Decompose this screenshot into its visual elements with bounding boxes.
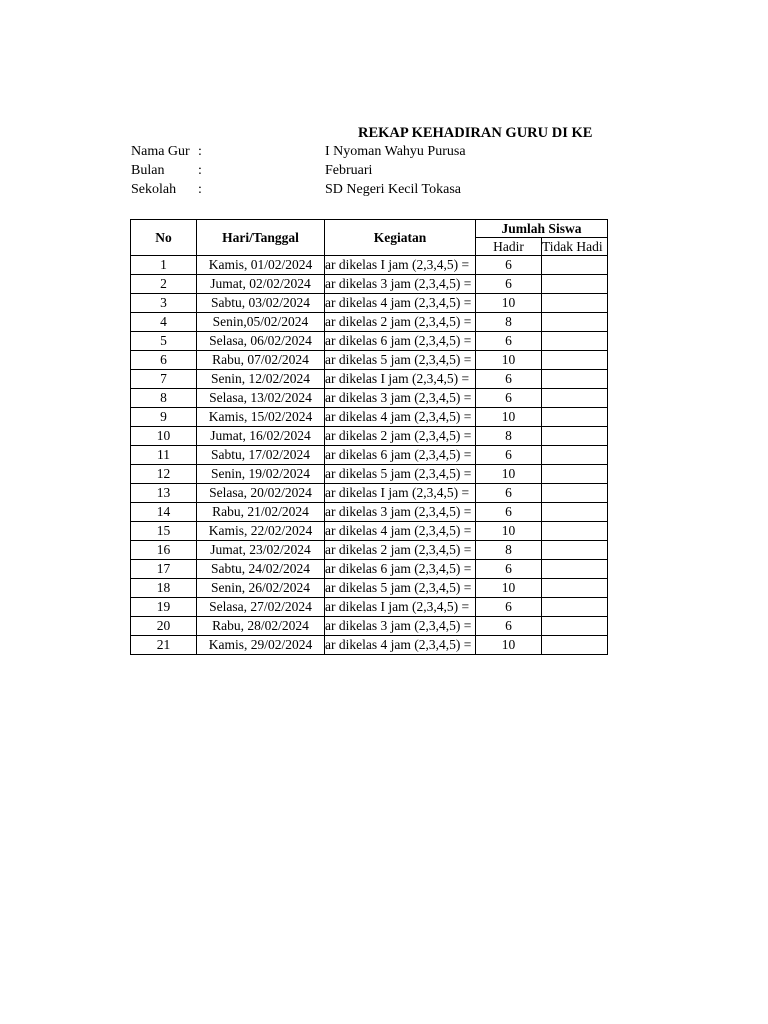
cell-kegiatan: ar dikelas 4 jam (2,3,4,5) = [325, 636, 476, 655]
cell-tidak-hadir [542, 351, 608, 370]
header-hadir: Hadir [476, 238, 542, 256]
table-row [131, 256, 608, 275]
cell-no: 3 [131, 294, 197, 313]
cell-tidak-hadir [542, 427, 608, 446]
cell-tidak-hadir [542, 408, 608, 427]
cell-tidak-hadir [542, 256, 608, 275]
cell-no: 9 [131, 408, 197, 427]
cell-hari-tanggal: Jumat, 02/02/2024 [197, 275, 325, 294]
cell-hari-tanggal: Sabtu, 24/02/2024 [197, 560, 325, 579]
cell-hadir: 10 [476, 351, 542, 370]
cell-no: 6 [131, 351, 197, 370]
cell-kegiatan: ar dikelas I jam (2,3,4,5) = [325, 484, 476, 503]
cell-hari-tanggal: Rabu, 07/02/2024 [197, 351, 325, 370]
cell-kegiatan: ar dikelas 6 jam (2,3,4,5) = [325, 332, 476, 351]
cell-kegiatan: ar dikelas 3 jam (2,3,4,5) = [325, 503, 476, 522]
cell-hadir: 6 [476, 446, 542, 465]
header-kegiatan: Kegiatan [325, 220, 476, 256]
table-row [131, 370, 608, 389]
cell-no: 8 [131, 389, 197, 408]
table-row [131, 484, 608, 503]
info-value-nama-guru: I Nyoman Wahyu Purusa [325, 144, 466, 159]
cell-kegiatan: ar dikelas 4 jam (2,3,4,5) = [325, 408, 476, 427]
table-row [131, 275, 608, 294]
cell-no: 12 [131, 465, 197, 484]
cell-no: 20 [131, 617, 197, 636]
table-row [131, 579, 608, 598]
cell-tidak-hadir [542, 503, 608, 522]
cell-hadir: 8 [476, 313, 542, 332]
cell-kegiatan: ar dikelas 4 jam (2,3,4,5) = [325, 522, 476, 541]
cell-no: 7 [131, 370, 197, 389]
cell-hari-tanggal: Selasa, 27/02/2024 [197, 598, 325, 617]
cell-tidak-hadir [542, 294, 608, 313]
cell-hadir: 6 [476, 484, 542, 503]
cell-hari-tanggal: Kamis, 15/02/2024 [197, 408, 325, 427]
cell-hadir: 6 [476, 617, 542, 636]
info-label: Sekolah [131, 182, 177, 197]
cell-hadir: 10 [476, 408, 542, 427]
cell-tidak-hadir [542, 332, 608, 351]
table-row [131, 541, 608, 560]
cell-no: 15 [131, 522, 197, 541]
cell-tidak-hadir [542, 541, 608, 560]
header-hari-tanggal: Hari/Tanggal [197, 220, 325, 256]
cell-tidak-hadir [542, 446, 608, 465]
cell-kegiatan: ar dikelas I jam (2,3,4,5) = [325, 256, 476, 275]
cell-hari-tanggal: Kamis, 01/02/2024 [197, 256, 325, 275]
cell-tidak-hadir [542, 370, 608, 389]
cell-hadir: 6 [476, 560, 542, 579]
header-tidak-hadir: Tidak Hadi [542, 238, 608, 256]
cell-kegiatan: ar dikelas 6 jam (2,3,4,5) = [325, 560, 476, 579]
cell-hari-tanggal: Sabtu, 17/02/2024 [197, 446, 325, 465]
cell-hari-tanggal: Senin,05/02/2024 [197, 313, 325, 332]
cell-hadir: 6 [476, 256, 542, 275]
cell-no: 14 [131, 503, 197, 522]
cell-tidak-hadir [542, 636, 608, 655]
cell-tidak-hadir [542, 579, 608, 598]
cell-hari-tanggal: Selasa, 13/02/2024 [197, 389, 325, 408]
cell-hadir: 10 [476, 579, 542, 598]
table-row [131, 617, 608, 636]
table-row [131, 294, 608, 313]
cell-no: 18 [131, 579, 197, 598]
cell-kegiatan: ar dikelas 2 jam (2,3,4,5) = [325, 427, 476, 446]
header-no: No [131, 220, 197, 256]
cell-no: 17 [131, 560, 197, 579]
cell-hadir: 8 [476, 427, 542, 446]
table-row [131, 636, 608, 655]
cell-tidak-hadir [542, 313, 608, 332]
cell-hadir: 10 [476, 636, 542, 655]
info-colon: : [198, 163, 202, 178]
cell-tidak-hadir [542, 465, 608, 484]
cell-hari-tanggal: Rabu, 28/02/2024 [197, 617, 325, 636]
cell-kegiatan: ar dikelas 2 jam (2,3,4,5) = [325, 313, 476, 332]
cell-no: 1 [131, 256, 197, 275]
cell-hadir: 6 [476, 598, 542, 617]
table-row [131, 408, 608, 427]
cell-no: 10 [131, 427, 197, 446]
table-row [131, 313, 608, 332]
cell-hadir: 6 [476, 389, 542, 408]
info-colon: : [198, 182, 202, 197]
cell-kegiatan: ar dikelas 2 jam (2,3,4,5) = [325, 541, 476, 560]
table-row [131, 560, 608, 579]
cell-kegiatan: ar dikelas 5 jam (2,3,4,5) = [325, 579, 476, 598]
cell-hari-tanggal: Rabu, 21/02/2024 [197, 503, 325, 522]
cell-no: 21 [131, 636, 197, 655]
cell-hadir: 6 [476, 275, 542, 294]
cell-hadir: 6 [476, 370, 542, 389]
info-label: Bulan [131, 163, 165, 178]
cell-no: 2 [131, 275, 197, 294]
cell-tidak-hadir [542, 617, 608, 636]
cell-hari-tanggal: Kamis, 29/02/2024 [197, 636, 325, 655]
cell-tidak-hadir [542, 598, 608, 617]
cell-no: 11 [131, 446, 197, 465]
cell-hari-tanggal: Kamis, 22/02/2024 [197, 522, 325, 541]
table-row [131, 446, 608, 465]
cell-kegiatan: ar dikelas 3 jam (2,3,4,5) = [325, 389, 476, 408]
table-body [131, 256, 608, 655]
cell-hadir: 10 [476, 522, 542, 541]
table-row [131, 427, 608, 446]
cell-no: 19 [131, 598, 197, 617]
cell-kegiatan: ar dikelas I jam (2,3,4,5) = [325, 598, 476, 617]
cell-hari-tanggal: Senin, 26/02/2024 [197, 579, 325, 598]
table-row [131, 332, 608, 351]
table-row [131, 522, 608, 541]
header-jumlah-siswa: Jumlah Siswa [476, 220, 608, 238]
cell-hari-tanggal: Senin, 19/02/2024 [197, 465, 325, 484]
attendance-table [130, 219, 608, 655]
cell-kegiatan: ar dikelas 5 jam (2,3,4,5) = [325, 351, 476, 370]
cell-tidak-hadir [542, 389, 608, 408]
cell-no: 13 [131, 484, 197, 503]
cell-hadir: 6 [476, 503, 542, 522]
info-colon: : [198, 144, 202, 159]
info-value-sekolah: SD Negeri Kecil Tokasa [325, 182, 462, 197]
table-row [131, 389, 608, 408]
table-row [131, 598, 608, 617]
cell-kegiatan: ar dikelas 4 jam (2,3,4,5) = [325, 294, 476, 313]
table-row [131, 465, 608, 484]
cell-tidak-hadir [542, 275, 608, 294]
cell-kegiatan: ar dikelas 3 jam (2,3,4,5) = [325, 275, 476, 294]
cell-tidak-hadir [542, 522, 608, 541]
cell-no: 4 [131, 313, 197, 332]
cell-no: 5 [131, 332, 197, 351]
page-title: REKAP KEHADIRAN GURU DI KE [358, 125, 593, 141]
cell-hari-tanggal: Jumat, 16/02/2024 [197, 427, 325, 446]
cell-hadir: 10 [476, 294, 542, 313]
cell-kegiatan: ar dikelas 6 jam (2,3,4,5) = [325, 446, 476, 465]
cell-kegiatan: ar dikelas 3 jam (2,3,4,5) = [325, 617, 476, 636]
cell-hadir: 10 [476, 465, 542, 484]
table-row [131, 503, 608, 522]
cell-hari-tanggal: Jumat, 23/02/2024 [197, 541, 325, 560]
info-label: Nama Gur [131, 144, 190, 159]
cell-no: 16 [131, 541, 197, 560]
cell-kegiatan: ar dikelas 5 jam (2,3,4,5) = [325, 465, 476, 484]
cell-hari-tanggal: Selasa, 20/02/2024 [197, 484, 325, 503]
cell-hari-tanggal: Sabtu, 03/02/2024 [197, 294, 325, 313]
cell-hari-tanggal: Selasa, 06/02/2024 [197, 332, 325, 351]
cell-tidak-hadir [542, 484, 608, 503]
cell-hadir: 8 [476, 541, 542, 560]
info-value-bulan: Februari [325, 163, 373, 178]
table-row [131, 351, 608, 370]
cell-hari-tanggal: Senin, 12/02/2024 [197, 370, 325, 389]
cell-tidak-hadir [542, 560, 608, 579]
cell-kegiatan: ar dikelas I jam (2,3,4,5) = [325, 370, 476, 389]
cell-hadir: 6 [476, 332, 542, 351]
